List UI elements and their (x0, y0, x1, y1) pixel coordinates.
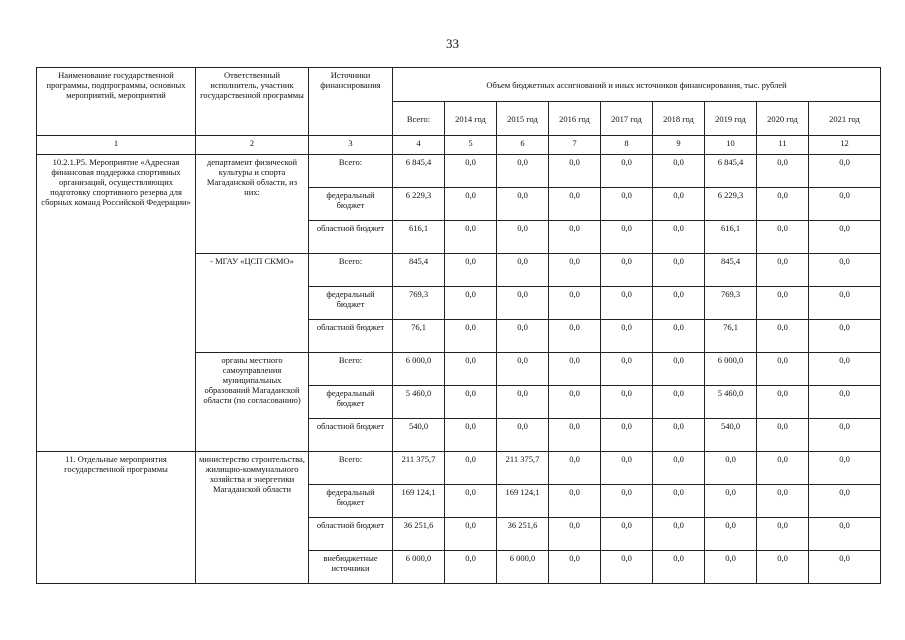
amount-cell: 0,0 (757, 188, 809, 221)
header-index-row (37, 136, 881, 155)
amount-cell: 0,0 (653, 287, 705, 320)
amount-cell: 0,0 (757, 452, 809, 485)
amount-cell: 0,0 (601, 485, 653, 518)
column-index: 12 (809, 136, 881, 155)
amount-cell: 0,0 (497, 386, 549, 419)
column-index: 9 (653, 136, 705, 155)
amount-cell: 0,0 (549, 386, 601, 419)
table-row (37, 452, 881, 485)
column-index: 8 (601, 136, 653, 155)
amount-cell: 0,0 (809, 419, 881, 452)
amount-cell: 0,0 (653, 254, 705, 287)
funding-source: областной бюджет (309, 518, 393, 551)
amount-cell: 0,0 (809, 155, 881, 188)
amount-cell: 6 845,4 (393, 155, 445, 188)
amount-cell: 0,0 (809, 221, 881, 254)
header-year: 2018 год (653, 102, 705, 136)
amount-cell: 0,0 (601, 254, 653, 287)
amount-cell: 0,0 (601, 320, 653, 353)
amount-cell: 0,0 (757, 551, 809, 584)
amount-cell: 6 000,0 (497, 551, 549, 584)
amount-cell: 0,0 (445, 320, 497, 353)
funding-source: федеральный бюджет (309, 485, 393, 518)
amount-cell: 0,0 (601, 221, 653, 254)
amount-cell: 0,0 (445, 485, 497, 518)
amount-cell: 0,0 (445, 452, 497, 485)
amount-cell: 0,0 (549, 419, 601, 452)
funding-source: федеральный бюджет (309, 188, 393, 221)
amount-cell: 0,0 (705, 518, 757, 551)
executor-cell: министерство строительства, жилищно-коммунального хозяйства и энергетики Магаданской области (196, 452, 309, 584)
amount-cell: 540,0 (705, 419, 757, 452)
amount-cell: 0,0 (653, 386, 705, 419)
header-year: 2014 год (445, 102, 497, 136)
amount-cell: 0,0 (549, 188, 601, 221)
amount-cell: 0,0 (653, 518, 705, 551)
amount-cell: 0,0 (757, 386, 809, 419)
amount-cell: 0,0 (809, 485, 881, 518)
column-index: 1 (37, 136, 196, 155)
amount-cell: 0,0 (601, 386, 653, 419)
header-year: 2021 год (809, 102, 881, 136)
amount-cell: 0,0 (549, 485, 601, 518)
amount-cell: 540,0 (393, 419, 445, 452)
amount-cell: 0,0 (601, 188, 653, 221)
amount-cell: 0,0 (809, 353, 881, 386)
amount-cell: 0,0 (653, 221, 705, 254)
column-index: 11 (757, 136, 809, 155)
header-volume: Объем бюджетных ассигнований и иных источников финансирования, тыс. рублей (393, 68, 881, 102)
amount-cell: 0,0 (549, 254, 601, 287)
amount-cell: 0,0 (601, 452, 653, 485)
amount-cell: 0,0 (497, 188, 549, 221)
amount-cell: 0,0 (809, 287, 881, 320)
executor-cell: департамент физической культуры и спорта Магаданской области, из них: (196, 155, 309, 254)
amount-cell: 6 000,0 (705, 353, 757, 386)
amount-cell: 0,0 (497, 155, 549, 188)
amount-cell: 769,3 (393, 287, 445, 320)
header-year: 2016 год (549, 102, 601, 136)
executor-cell: - МГАУ «ЦСП СКМО» (196, 254, 309, 353)
amount-cell: 0,0 (497, 221, 549, 254)
amount-cell: 0,0 (445, 221, 497, 254)
amount-cell: 0,0 (601, 551, 653, 584)
amount-cell: 0,0 (757, 320, 809, 353)
amount-cell: 5 460,0 (705, 386, 757, 419)
amount-cell: 169 124,1 (497, 485, 549, 518)
table-body (37, 155, 881, 584)
program-item-name: 11. Отдельные мероприятия государственной программы (37, 452, 196, 584)
amount-cell: 0,0 (653, 155, 705, 188)
amount-cell: 6 000,0 (393, 353, 445, 386)
amount-cell: 0,0 (445, 155, 497, 188)
amount-cell: 0,0 (809, 254, 881, 287)
amount-cell: 0,0 (705, 551, 757, 584)
amount-cell: 211 375,7 (497, 452, 549, 485)
funding-source: федеральный бюджет (309, 287, 393, 320)
amount-cell: 0,0 (445, 287, 497, 320)
amount-cell: 36 251,6 (497, 518, 549, 551)
executor-cell: органы местного самоуправления муниципальных образований Магаданской области (по согласованию) (196, 353, 309, 452)
table-header (37, 68, 881, 155)
amount-cell: 169 124,1 (393, 485, 445, 518)
amount-cell: 0,0 (653, 485, 705, 518)
amount-cell: 0,0 (497, 287, 549, 320)
funding-source: областной бюджет (309, 221, 393, 254)
amount-cell: 616,1 (393, 221, 445, 254)
amount-cell: 0,0 (653, 419, 705, 452)
amount-cell: 0,0 (549, 518, 601, 551)
amount-cell: 0,0 (445, 386, 497, 419)
amount-cell: 845,4 (705, 254, 757, 287)
column-index: 6 (497, 136, 549, 155)
amount-cell: 0,0 (705, 452, 757, 485)
amount-cell: 769,3 (705, 287, 757, 320)
funding-source: Всего: (309, 452, 393, 485)
header-year: 2020 год (757, 102, 809, 136)
page-number: 33 (446, 36, 459, 51)
column-index: 3 (309, 136, 393, 155)
amount-cell: 0,0 (549, 452, 601, 485)
amount-cell: 0,0 (809, 188, 881, 221)
amount-cell: 0,0 (809, 518, 881, 551)
column-index: 4 (393, 136, 445, 155)
amount-cell: 0,0 (549, 155, 601, 188)
amount-cell: 0,0 (809, 320, 881, 353)
amount-cell: 0,0 (497, 254, 549, 287)
amount-cell: 0,0 (445, 419, 497, 452)
amount-cell: 6 229,3 (393, 188, 445, 221)
amount-cell: 0,0 (497, 353, 549, 386)
column-index: 5 (445, 136, 497, 155)
amount-cell: 6 229,3 (705, 188, 757, 221)
column-index: 10 (705, 136, 757, 155)
amount-cell: 0,0 (601, 518, 653, 551)
amount-cell: 0,0 (809, 551, 881, 584)
funding-source: областной бюджет (309, 419, 393, 452)
amount-cell: 845,4 (393, 254, 445, 287)
header-year: 2019 год (705, 102, 757, 136)
amount-cell: 0,0 (653, 320, 705, 353)
amount-cell: 0,0 (653, 551, 705, 584)
amount-cell: 0,0 (445, 188, 497, 221)
amount-cell: 0,0 (809, 386, 881, 419)
funding-source: областной бюджет (309, 320, 393, 353)
amount-cell: 0,0 (601, 155, 653, 188)
amount-cell: 0,0 (757, 155, 809, 188)
budget-table (36, 67, 881, 584)
amount-cell: 0,0 (757, 254, 809, 287)
program-item-name: 10.2.1.P5. Мероприятие «Адресная финансовая поддержка спортивных организаций, осуществляющих подготовку спортивного резерва для сборных команд Российской Федерации» (37, 155, 196, 452)
funding-source: Всего: (309, 353, 393, 386)
header-year: 2017 год (601, 102, 653, 136)
amount-cell: 0,0 (653, 188, 705, 221)
amount-cell: 0,0 (445, 551, 497, 584)
amount-cell: 0,0 (653, 353, 705, 386)
amount-cell: 0,0 (757, 518, 809, 551)
header-executor: Ответственный исполнитель, участник государственной программы (196, 68, 309, 136)
header-year: 2015 год (497, 102, 549, 136)
amount-cell: 76,1 (393, 320, 445, 353)
amount-cell: 0,0 (757, 287, 809, 320)
amount-cell: 211 375,7 (393, 452, 445, 485)
amount-cell: 0,0 (445, 353, 497, 386)
header-source: Источники финансирования (309, 68, 393, 136)
amount-cell: 6 845,4 (705, 155, 757, 188)
column-index: 2 (196, 136, 309, 155)
amount-cell: 0,0 (445, 518, 497, 551)
amount-cell: 0,0 (757, 485, 809, 518)
amount-cell: 0,0 (757, 353, 809, 386)
amount-cell: 0,0 (757, 221, 809, 254)
amount-cell: 5 460,0 (393, 386, 445, 419)
column-index: 7 (549, 136, 601, 155)
amount-cell: 0,0 (549, 221, 601, 254)
amount-cell: 0,0 (549, 551, 601, 584)
amount-cell: 0,0 (757, 419, 809, 452)
header-year: Всего: (393, 102, 445, 136)
table-row (37, 155, 881, 188)
amount-cell: 0,0 (497, 419, 549, 452)
amount-cell: 0,0 (601, 353, 653, 386)
amount-cell: 0,0 (549, 353, 601, 386)
amount-cell: 0,0 (705, 485, 757, 518)
amount-cell: 6 000,0 (393, 551, 445, 584)
amount-cell: 616,1 (705, 221, 757, 254)
amount-cell: 0,0 (549, 320, 601, 353)
amount-cell: 0,0 (601, 287, 653, 320)
amount-cell: 0,0 (549, 287, 601, 320)
amount-cell: 0,0 (445, 254, 497, 287)
funding-source: федеральный бюджет (309, 386, 393, 419)
amount-cell: 0,0 (497, 320, 549, 353)
amount-cell: 0,0 (653, 452, 705, 485)
amount-cell: 76,1 (705, 320, 757, 353)
amount-cell: 0,0 (809, 452, 881, 485)
funding-source: Всего: (309, 254, 393, 287)
amount-cell: 36 251,6 (393, 518, 445, 551)
amount-cell: 0,0 (601, 419, 653, 452)
header-name: Наименование государственной программы, подпрограммы, основных мероприятий, мероприятий (37, 68, 196, 136)
funding-source: внебюджетные источники (309, 551, 393, 584)
funding-source: Всего: (309, 155, 393, 188)
